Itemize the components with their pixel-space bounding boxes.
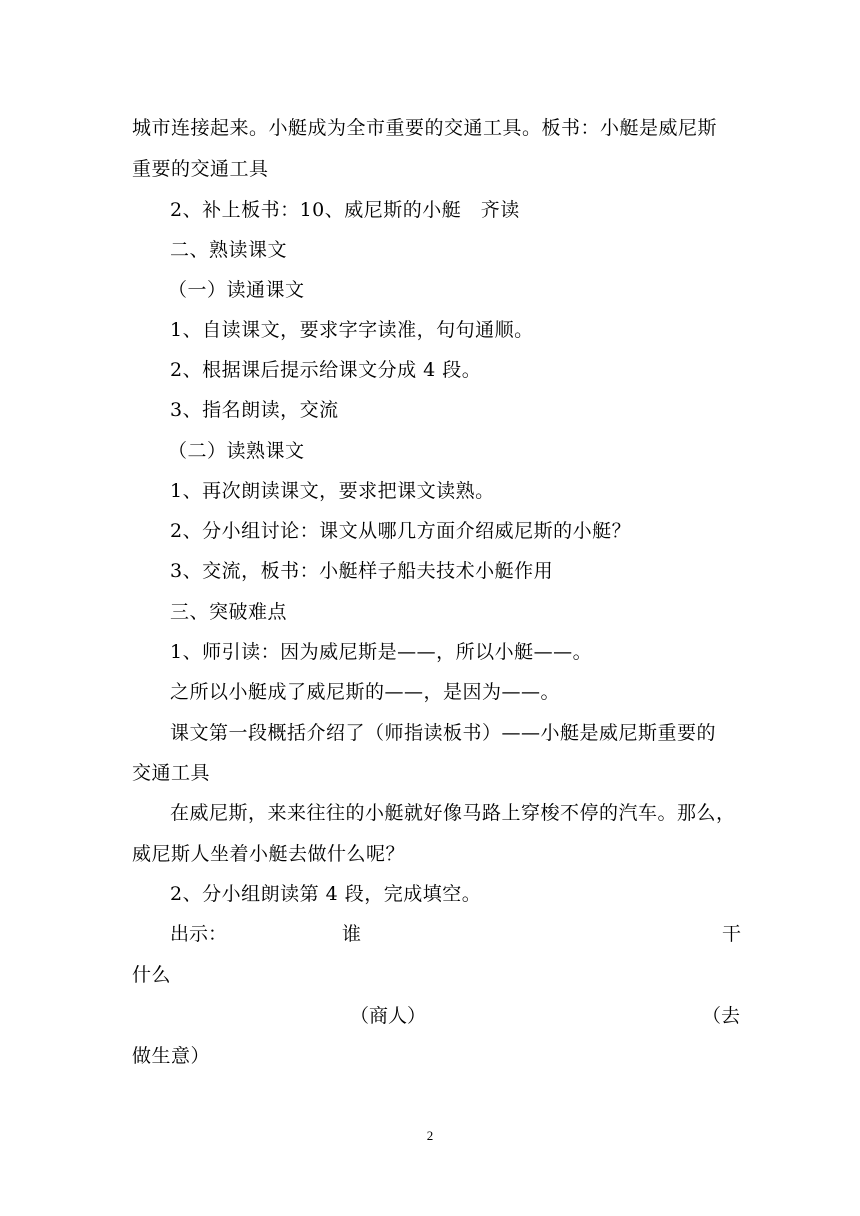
text-line: 2、分小组讨论：课文从哪几方面介绍威尼斯的小艇？ [170,520,632,542]
text-line: 在威尼斯，来来往往的小艇就好像马路上穿梭不停的汽车。那么， [170,802,736,824]
text-line: 2、根据课后提示给课文分成 4 段。 [170,359,482,381]
text-line: 课文第一段概括介绍了（师指读板书）——小艇是威尼斯重要的 [170,722,717,744]
text-line: 1、再次朗读课文，要求把课文读熟。 [170,480,495,502]
subsection-heading: （二）读熟课文 [168,440,305,462]
section-heading: 三、突破难点 [170,601,288,623]
text-line: 2、补上板书：10、威尼斯的小艇 齐读 [170,199,520,221]
text-line: 1、师引读：因为威尼斯是——，所以小艇——。 [170,641,593,663]
text-line: 重要的交通工具 [132,158,269,180]
fill-in-label: 出示： [170,923,228,945]
fill-in-column-what: 干 [722,923,742,945]
page-number: 2 [426,1128,434,1143]
fill-in-row-wrap: 什么 [132,964,172,986]
text-line: 之所以小艇成了威尼斯的——，是因为——。 [170,681,561,703]
text-line: 威尼斯人坐着小艇去做什么呢？ [132,843,406,865]
fill-in-answer-what: （去 [702,1005,741,1027]
fill-in-row-example-wrap: 做生意） [132,1045,211,1067]
text-line: 1、自读课文，要求字字读准，句句通顺。 [170,319,534,341]
text-line: 城市连接起来。小艇成为全市重要的交通工具。板书：小艇是威尼斯 [132,117,718,139]
text-line: 2、分小组朗读第 4 段，完成填空。 [170,883,482,905]
fill-in-answer-who: （商人） [350,1005,427,1027]
text-line: 交通工具 [132,762,211,784]
text-line: 3、交流，板书：小艇样子船夫技术小艇作用 [170,560,554,582]
fill-in-column-who: 谁 [342,923,362,945]
subsection-heading: （一）读通课文 [168,279,305,301]
section-heading: 二、熟读课文 [170,239,288,261]
text-line: 3、指名朗读，交流 [170,399,339,421]
